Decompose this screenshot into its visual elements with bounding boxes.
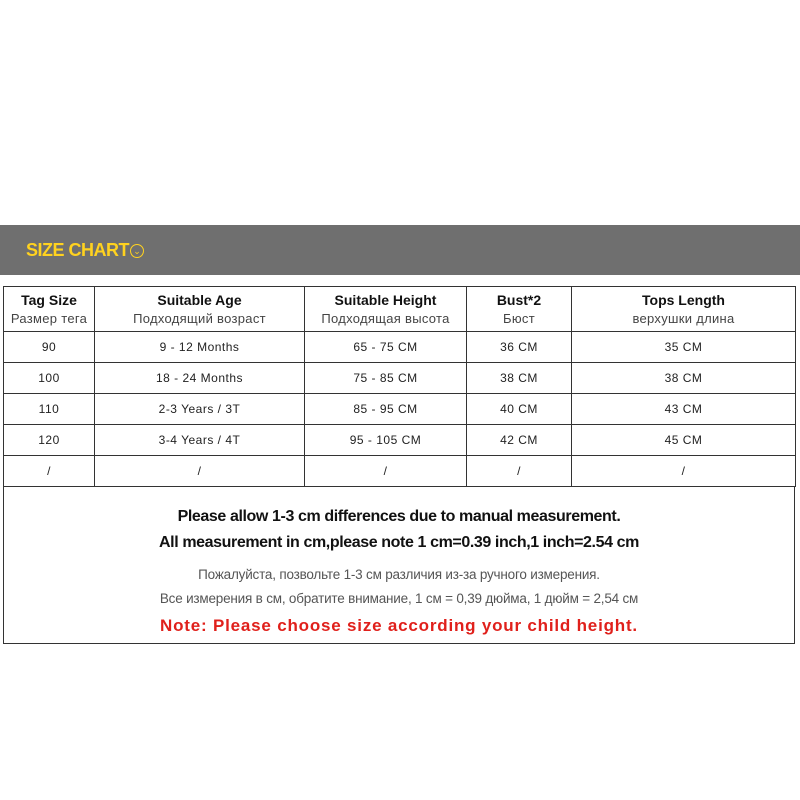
header-label: Tag Size: [21, 292, 77, 308]
cell-suitable-age: /: [95, 456, 305, 487]
cell-tag-size: 100: [4, 363, 95, 394]
header-label: Bust*2: [496, 292, 542, 308]
cell-tag-size: 110: [4, 394, 95, 425]
header-label-ru: Подходящая высота: [321, 311, 450, 326]
size-chart-banner: [0, 225, 800, 275]
note-measurement-allowance: Please allow 1-3 cm differences due to manual measurement.: [177, 508, 621, 525]
cell-suitable-age: 9 - 12 Months: [95, 332, 305, 363]
header-label-ru: Размер тега: [10, 311, 88, 326]
cell-tops-length: /: [572, 456, 796, 487]
cell-suitable-height: 85 - 95 CM: [305, 394, 467, 425]
table-header-row: [4, 287, 796, 332]
table-row: [4, 332, 796, 363]
cell-suitable-height: 75 - 85 CM: [305, 363, 467, 394]
header-tops-length: [572, 287, 796, 332]
cell-tops-length: 43 CM: [572, 394, 796, 425]
cell-suitable-height: 95 - 105 CM: [305, 425, 467, 456]
header-label-ru: Подходящий возраст: [133, 311, 266, 326]
header-label: Suitable Height: [334, 292, 437, 308]
header-suitable-age: [95, 287, 305, 332]
header-tag-size: [4, 287, 95, 332]
header-label-ru: верхушки длина: [632, 311, 735, 326]
note-unit-conversion: All measurement in cm,please note 1 cm=0.39 inch,1 inch=2.54 cm: [159, 534, 639, 551]
cell-tops-length: 35 CM: [572, 332, 796, 363]
header-label-ru: Бюст: [503, 311, 535, 326]
cell-suitable-age: 2-3 Years / 3T: [95, 394, 305, 425]
cell-suitable-height: 65 - 75 CM: [305, 332, 467, 363]
cell-bust: /: [467, 456, 572, 487]
cell-suitable-height: /: [305, 456, 467, 487]
header-bust: [467, 287, 572, 332]
notes-box: [3, 487, 795, 644]
note-measurement-allowance-ru: Пожалуйста, позвольте 1-3 см различия из-за ручного измерения.: [198, 567, 600, 582]
note-unit-conversion-ru: Все измерения в см, обратите внимание, 1 см = 0,39 дюйма, 1 дюйм = 2,54 см: [159, 591, 639, 606]
cell-tag-size: /: [4, 456, 95, 487]
banner-title: SIZE CHART: [26, 240, 129, 260]
size-table: [3, 286, 796, 487]
cell-tag-size: 90: [4, 332, 95, 363]
cell-bust: 42 CM: [467, 425, 572, 456]
table-row: [4, 394, 796, 425]
header-label: Tops Length: [642, 292, 725, 308]
header-suitable-height: [305, 287, 467, 332]
cell-tops-length: 38 CM: [572, 363, 796, 394]
table-row: [4, 425, 796, 456]
table-row: [4, 456, 796, 487]
cell-tag-size: 120: [4, 425, 95, 456]
cell-bust: 36 CM: [467, 332, 572, 363]
cell-tops-length: 45 CM: [572, 425, 796, 456]
cell-suitable-age: 3-4 Years / 4T: [95, 425, 305, 456]
cell-bust: 40 CM: [467, 394, 572, 425]
chevron-down-circle-icon: ⌄: [130, 244, 144, 258]
table-row: [4, 363, 796, 394]
header-label: Suitable Age: [157, 292, 242, 308]
note-size-warning: Note: Please choose size according your child height.: [160, 616, 638, 635]
cell-suitable-age: 18 - 24 Months: [95, 363, 305, 394]
cell-bust: 38 CM: [467, 363, 572, 394]
